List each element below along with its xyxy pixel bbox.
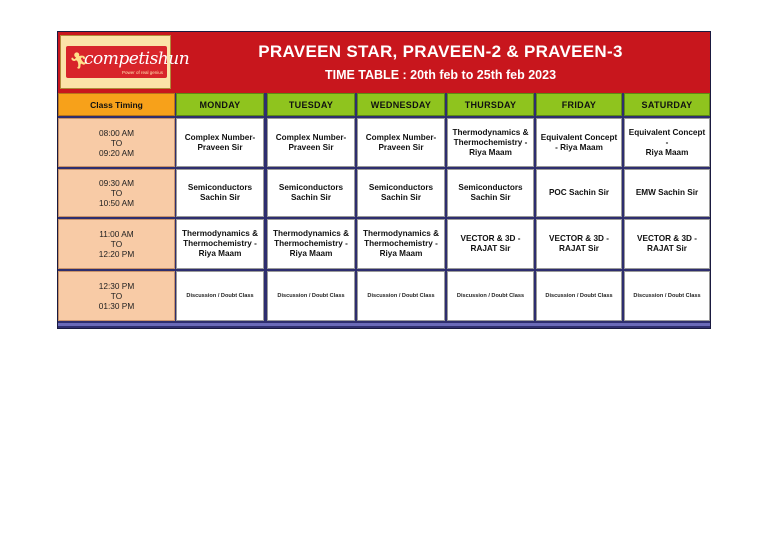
class-cell: VECTOR & 3D - RAJAT Sir [447, 219, 534, 269]
class-cell: Discussion / Doubt Class [447, 271, 534, 321]
class-cell: Discussion / Doubt Class [176, 271, 264, 321]
page-title: PRAVEEN STAR, PRAVEEN-2 & PRAVEEN-3 [258, 42, 623, 61]
class-cell: Thermodynamics & Thermochemistry - Riya Maam [267, 219, 355, 269]
class-timing-header: Class Timing [58, 93, 175, 116]
day-header: WEDNESDAY [357, 93, 445, 116]
class-cell: Complex Number- Praveen Sir [267, 118, 355, 167]
class-cell: Complex Number- Praveen Sir [176, 118, 264, 167]
day-header: TUESDAY [267, 93, 355, 116]
day-header: MONDAY [176, 93, 264, 116]
header-banner [58, 32, 710, 93]
day-header: THURSDAY [447, 93, 534, 116]
class-cell: POC Sachin Sir [536, 169, 622, 217]
class-cell: EMW Sachin Sir [624, 169, 710, 217]
class-cell: Thermodynamics & Thermochemistry - Riya Maam [357, 219, 445, 269]
bottom-border [58, 323, 710, 326]
time-slot-cell: 12:30 PM TO 01:30 PM [58, 271, 175, 321]
class-cell: Semiconductors Sachin Sir [176, 169, 264, 217]
class-cell: VECTOR & 3D - RAJAT Sir [624, 219, 710, 269]
class-cell: Discussion / Doubt Class [536, 271, 622, 321]
class-cell: Semiconductors Sachin Sir [447, 169, 534, 217]
runner-icon: 🏃︎ [69, 53, 90, 70]
logo-name: competishun [84, 49, 190, 69]
timetable-sheet [57, 31, 711, 329]
day-header: SATURDAY [624, 93, 710, 116]
time-slot-cell: 08:00 AM TO 09:20 AM [58, 118, 175, 167]
day-header: FRIDAY [536, 93, 622, 116]
logo [60, 35, 190, 89]
logo-tagline: Power of real genius [121, 70, 163, 75]
time-slot-cell: 11:00 AM TO 12:20 PM [58, 219, 175, 269]
class-cell: Discussion / Doubt Class [357, 271, 445, 321]
logo-badge [66, 46, 190, 78]
class-cell: Thermodynamics & Thermochemistry - Riya Maam [176, 219, 264, 269]
class-cell: Complex Number- Praveen Sir [357, 118, 445, 167]
class-cell: Semiconductors Sachin Sir [357, 169, 445, 217]
class-cell: VECTOR & 3D - RAJAT Sir [536, 219, 622, 269]
class-cell: Discussion / Doubt Class [624, 271, 710, 321]
page-subtitle: TIME TABLE : 20th feb to 25th feb 2023 [324, 68, 557, 82]
class-cell: Thermodynamics & Thermochemistry - Riya Maam [447, 118, 534, 167]
class-cell: Equivalent Concept - Riya Maam [536, 118, 622, 167]
class-cell: Semiconductors Sachin Sir [267, 169, 355, 217]
class-cell: Discussion / Doubt Class [267, 271, 355, 321]
time-slot-cell: 09:30 AM TO 10:50 AM [58, 169, 175, 217]
class-cell: Equivalent Concept - Riya Maam [624, 118, 710, 167]
